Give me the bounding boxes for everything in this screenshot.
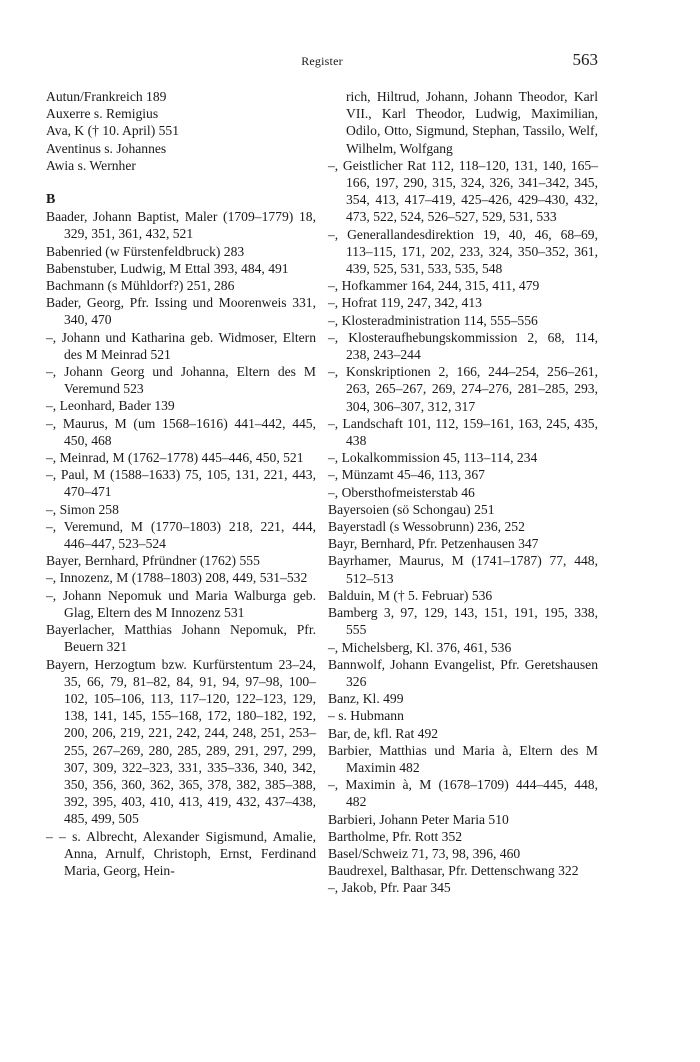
index-entry: Bayer, Bernhard, Pfründner (1762) 555	[46, 553, 260, 569]
index-entry: –, Innozenz, M (1788–1803) 208, 449, 531–532	[46, 570, 308, 586]
index-entry: Bayrhamer, Maurus, M (1741–1787) 77, 448, 512–513	[328, 553, 598, 586]
index-entry: Baudrexel, Balthasar, Pfr. Dettenschwang 322	[328, 863, 579, 879]
index-entry: –, Münzamt 45–46, 113, 367	[328, 467, 485, 483]
index-entry: –, Simon 258	[46, 501, 119, 517]
index-entry: Balduin, M († 5. Februar) 536	[328, 587, 493, 603]
section-letter-heading: B	[46, 192, 56, 208]
index-entry: Ava, K († 10. April) 551	[46, 123, 180, 139]
index-entry: Babenstuber, Ludwig, M Ettal 393, 484, 491	[46, 260, 289, 276]
index-entry: –, Landschaft 101, 112, 159–161, 163, 245, 435, 438	[328, 415, 598, 449]
index-column-right	[328, 88, 598, 897]
index-entry: Bartholme, Pfr. Rott 352	[328, 828, 463, 844]
index-entry: Bayerstadl (s Wessobrunn) 236, 252	[328, 519, 525, 535]
index-entry: Barbier, Matthias und Maria à, Eltern des M Maximin 482	[328, 742, 598, 775]
index-entry: Awia s. Wernher	[46, 157, 136, 173]
index-entry: –, Veremund, M (1770–1803) 218, 221, 444, 446–447, 523–524	[46, 518, 316, 552]
index-entry: Bader, Georg, Pfr. Issing und Moorenweis 331, 340, 470	[46, 295, 316, 328]
index-entry: –, Johann Georg und Johanna, Eltern des M Veremund 523	[46, 364, 316, 397]
index-entry: –, Michelsberg, Kl. 376, 461, 536	[328, 639, 512, 655]
index-entry: – s. Hubmann	[328, 708, 404, 724]
index-entry: Bannwolf, Johann Evangelist, Pfr. Geretshausen 326	[328, 656, 598, 689]
index-entry: Bamberg 3, 97, 129, 143, 151, 191, 195, 338, 555	[328, 605, 598, 638]
index-entry: –, Klosteradministration 114, 555–556	[328, 312, 538, 328]
index-entry: –, Maximin à, M (1678–1709) 444–445, 448, 482	[328, 777, 598, 810]
index-entry-continuation: rich, Hiltrud, Johann, Johann Theodor, Karl VII., Karl Theodor, Ludwig, Maximilian, Odilo, Otto, Sigmund, Stephan, Tassilo, Welf, Wilhelm, Wolfgang	[346, 89, 598, 156]
page-number: 563	[572, 50, 598, 69]
index-entry: – – s. Albrecht, Alexander Sigismund, Amalie, Anna, Arnulf, Christoph, Ernst, Ferdinand Maria, Georg, Hein-	[46, 828, 316, 878]
index-entry: Bayerlacher, Matthias Johann Nepomuk, Pfr. Beuern 321	[46, 622, 316, 655]
index-entry: Baader, Johann Baptist, Maler (1709–1779) 18, 329, 351, 361, 432, 521	[46, 209, 316, 242]
index-entry: –, Generallandesdirektion 19, 40, 46, 68–69, 113–115, 171, 202, 233, 324, 350–352, 361, 439, 525, 531, 533, 535, 548	[328, 226, 598, 277]
index-entry: –, Lokalkommission 45, 113–114, 234	[328, 450, 538, 466]
index-column-left	[46, 88, 316, 879]
index-entry: –, Maurus, M (um 1568–1616) 441–442, 445, 450, 468	[46, 415, 316, 448]
index-entry: Bayersoien (sö Schongau) 251	[328, 501, 495, 517]
index-entry: –, Konskriptionen 2, 166, 244–254, 256–261, 263, 265–267, 269, 274–276, 281–285, 293, 304, 306–307, 312, 317	[328, 364, 598, 414]
index-entry: Banz, Kl. 499	[328, 691, 404, 707]
index-entry: Autun/Frankreich 189	[46, 89, 167, 104]
index-entry: Bar, de, kfl. Rat 492	[328, 725, 439, 741]
index-entry: –, Obersthofmeisterstab 46	[328, 484, 475, 500]
index-entry: –, Johann und Katharina geb. Widmoser, Eltern des M Meinrad 521	[46, 329, 316, 362]
index-entry: –, Leonhard, Bader 139	[46, 398, 175, 414]
index-entry: –, Geistlicher Rat 112, 118–120, 131, 140, 165–166, 197, 290, 315, 324, 326, 341–342, 345, 354, 413, 417–419, 425–426, 429–430, 432, 473, 522, 524, 526–527, 529, 531, 533	[328, 157, 598, 225]
index-entry: –, Jakob, Pfr. Paar 345	[328, 880, 451, 896]
running-head: Register	[301, 54, 343, 68]
index-entry: Barbieri, Johann Peter Maria 510	[328, 811, 509, 827]
index-entry: –, Paul, M (1588–1633) 75, 105, 131, 221, 443, 470–471	[46, 467, 316, 500]
index-entry: Auxerre s. Remigius	[46, 106, 159, 122]
index-entry: Bachmann (s Mühldorf?) 251, 286	[46, 278, 235, 294]
index-entry: Babenried (w Fürstenfeldbruck) 283	[46, 243, 245, 259]
index-entry: Bayern, Herzogtum bzw. Kurfürstentum 23–24, 35, 66, 79, 81–82, 84, 91, 94, 97–98, 100–102, 105–106, 113, 117–120, 122–123, 129, 138, 141, 145, 155–168, 172, 180–182, 192, 200, 206, 219, 221, 242, 244, 248, 251, 253–255, 267–269, 280, 285, 289, 291, 297, 299, 307, 309, 322–323, 331, 335–336, 340, 342, 350, 356, 360, 362, 365, 378, 382, 385–388, 392, 395, 403, 410, 413, 419, 432, 437–438, 485, 499, 505	[46, 656, 316, 827]
index-entry: –, Johann Nepomuk und Maria Walburga geb. Glag, Eltern des M Innozenz 531	[46, 587, 316, 620]
index-entry: Aventinus s. Johannes	[46, 140, 167, 156]
index-entry: –, Hofkammer 164, 244, 315, 411, 479	[328, 278, 540, 294]
index-entry: –, Hofrat 119, 247, 342, 413	[328, 295, 482, 311]
page-header	[46, 52, 598, 74]
index-entry: Basel/Schweiz 71, 73, 98, 396, 460	[328, 845, 521, 861]
index-entry: Bayr, Bernhard, Pfr. Petzenhausen 347	[328, 536, 539, 552]
index-entry: –, Klosteraufhebungskommission 2, 68, 114, 238, 243–244	[328, 329, 598, 363]
index-entry: –, Meinrad, M (1762–1778) 445–446, 450, 521	[46, 450, 304, 466]
